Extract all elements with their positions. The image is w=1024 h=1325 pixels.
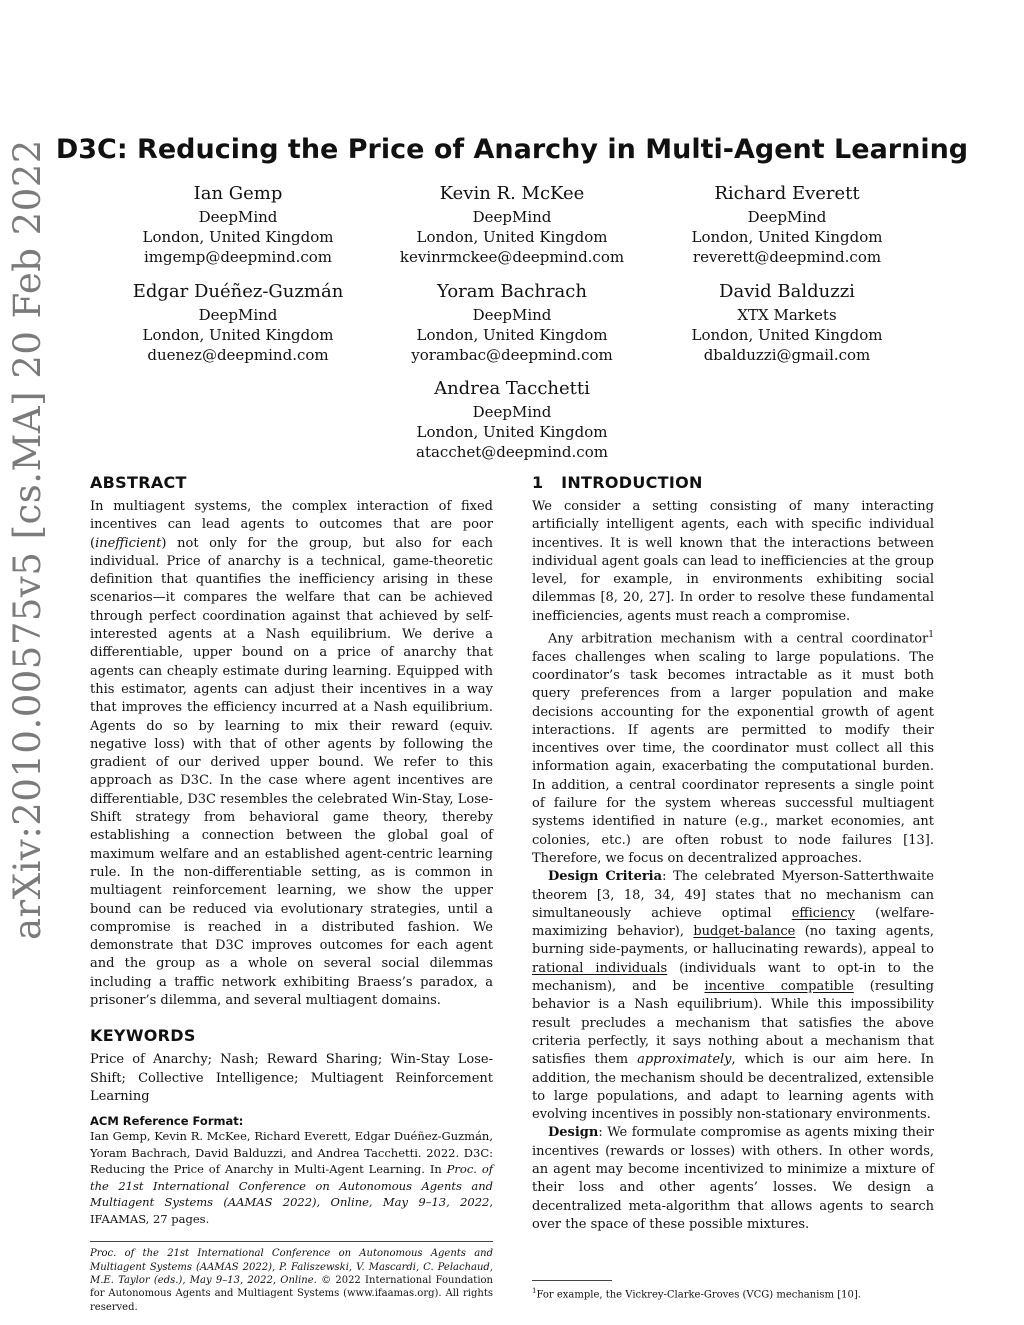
intro-text-part: faces challenges when scaling to large populations. The coordinator’s task becomes intractable as it must both query preferences from a larger population and make decisions accounting for the exponential growth of agent interactions. If agents are permitted to modify their incentives over time, the coordinator must collect all this information again, exacerbating the computational burden. In addition, a central coordinator represents a single point of failure for the system whereas successful multiagent systems identified in nature (e.g., market economies, ant colonies, etc.) are often robust to node failures [13]. Therefore, we focus on decentralized approaches.: [532, 649, 934, 866]
proc-note-divider: [90, 1241, 493, 1242]
intro-text-part: (individuals want to opt-in to the mechanism), and be: [532, 960, 934, 995]
abstract-heading: ABSTRACT: [90, 473, 187, 492]
term-efficiency: efficiency: [791, 905, 855, 921]
introduction-heading: [532, 473, 934, 492]
author-name: Yoram Bachrach: [437, 281, 587, 302]
footnote-marker: 1: [928, 630, 934, 641]
proc-note: [90, 1247, 493, 1314]
author-block: [362, 376, 662, 462]
section-title: INTRODUCTION: [561, 473, 703, 492]
author-block: [362, 181, 662, 267]
term-rational-individuals: rational individuals: [532, 960, 668, 976]
author-block: [362, 279, 662, 365]
intro-text-part: : The celebrated Myerson-Satterthwaite theorem [3, 18, 34, 49] states that no mechanism can simultaneously achieve optimal: [532, 869, 934, 921]
author-affiliation: DeepMind: [472, 306, 552, 324]
term-budget-balance: budget-balance: [693, 924, 796, 940]
footnote-mark: 1: [532, 1287, 537, 1296]
proc-note-copyright: © 2022 International Foundation for Autonomous Agents and Multiagent Systems (www.ifaamas.org). All rights reserved.: [90, 1275, 493, 1313]
acm-text-part: Ian Gemp, Kevin R. McKee, Richard Everett, Edgar Duéñez-Guzmán, Yoram Bachrach, David Balduzzi, and Andrea Tacchetti. 2022. D3C: Reducing the Price of Anarchy in Multi-Agent Learning. In: [90, 1129, 493, 1177]
arxiv-identifier: arXiv:2010.00575v5 [cs.MA] 20 Feb 2022: [6, 139, 49, 940]
author-location: London, United Kingdom: [416, 423, 608, 441]
abstract-text-part: In multiagent systems, the complex interaction of fixed incentives can lead agents to outcomes that are poor (: [90, 499, 493, 551]
author-email: dbalduzzi@gmail.com: [703, 346, 871, 364]
footnote: [532, 1285, 934, 1302]
section-number: 1: [532, 473, 544, 492]
acm-text-part: , IFAAMAS, 27 pages.: [90, 1195, 493, 1226]
design-criteria-lead: Design Criteria: [548, 869, 663, 885]
proc-note-venue: Proc. of the 21st International Conference on Autonomous Agents and Multiagent Systems (AAMAS 2022), P. Faliszewski, V. Mascardi, C. Pelachaud, M.E. Taylor (eds.), May 9–13, 2022, Online.: [90, 1248, 493, 1287]
footnote-text: For example, the Vickrey-Clarke-Groves (VCG) mechanism [10].: [536, 1289, 861, 1301]
right-column: [532, 473, 934, 1302]
author-affiliation: DeepMind: [472, 208, 552, 226]
acm-reference-text: [90, 1128, 493, 1227]
author-block: [88, 181, 388, 267]
intro-text-part: (no taxing agents, burning side-payments, or hallucinating rewards), appeal to: [532, 924, 935, 958]
author-name: Kevin R. McKee: [439, 183, 585, 204]
author-name: David Balduzzi: [719, 281, 855, 302]
author-email: kevinrmckee@deepmind.com: [399, 248, 625, 266]
author-block: [637, 181, 937, 267]
footnote-divider: [532, 1280, 612, 1281]
author-name: Edgar Duéñez-Guzmán: [132, 281, 344, 302]
acm-reference-heading: ACM Reference Format:: [90, 1114, 244, 1129]
author-affiliation: DeepMind: [472, 403, 552, 421]
author-location: London, United Kingdom: [691, 326, 883, 344]
author-email: duenez@deepmind.com: [147, 346, 329, 364]
keywords-heading: KEYWORDS: [90, 1026, 196, 1046]
author-name: Andrea Tacchetti: [434, 378, 590, 399]
acm-venue: Proc. of the 21st International Conference on Autonomous Agents and Multiagent Systems (AAMAS 2022), Online, May 9–13, 2022: [90, 1162, 494, 1210]
author-name: Ian Gemp: [193, 183, 283, 204]
intro-text-part: Any arbitration mechanism with a central coordinator: [548, 631, 929, 647]
abstract-text-part: ) not only for the group, but also for each individual. Price of anarchy is a technical, game-theoretic definition that quantifies the inefficiency arising in these scenarios—it compares the welfare that can be achieved through perfect coordination against that achieved by self-interested agents at a Nash equilibrium. We derive a differentiable, upper bound on a price of anarchy that agents can cheaply estimate during learning. Equipped with this estimator, agents can adjust their incentives in a way that improves the efficiency incurred at a Nash equilibrium. Agents do so by learning to mix their reward (equiv. negative loss) with that of other agents by following the gradient of our derived upper bound. We refer to this approach as D3C. In the case where agent incentives are differentiable, D3C resembles the celebrated Win-Stay, Lose-Shift strategy from behavioral game theory, thereby establishing a connection between the global goal of maximum welfare and an established agent-centric learning rule. In the non-differentiable setting, as is common in multiagent reinforcement learning, we show the upper bound can be reduced via evolutionary strategies, until a compromise is reached in a distributed fashion. We demonstrate that D3C improves outcomes for each agent and the group as a whole on several social dilemmas including a traffic network exhibiting Braess’s paradox, a prisoner’s dilemma, and several multiagent domains.: [90, 535, 493, 1009]
keywords-text: Price of Anarchy; Nash; Reward Sharing; Win-Stay Lose-Shift; Collective Intelligence; Multiagent Reinforcement Learning: [90, 1052, 493, 1104]
intro-text-part: : We formulate compromise as agents mixing their incentives (rewards or losses) with others. In other words, an agent may become incentivized to minimize a mixture of their loss and other agents’ losses. We design a decentralized meta-algorithm that allows agents to search over the space of these possible mixtures.: [532, 1125, 934, 1232]
author-affiliation: DeepMind: [747, 208, 827, 226]
term-approximately: approximately: [637, 1052, 732, 1068]
intro-paragraph-2: [532, 626, 934, 868]
term-incentive-compatible: incentive compatible: [704, 979, 854, 995]
paper-title: D3C: Reducing the Price of Anarchy in Multi-Agent Learning: [55, 134, 969, 165]
intro-paragraph-4: [532, 1124, 934, 1234]
author-email: atacchet@deepmind.com: [416, 443, 608, 461]
intro-text-part: (welfare-maximizing behavior),: [532, 905, 934, 940]
author-affiliation: XTX Markets: [737, 306, 837, 324]
abstract-emphasis: inefficient: [95, 535, 162, 551]
author-location: London, United Kingdom: [691, 228, 883, 246]
author-name: Richard Everett: [714, 183, 860, 204]
intro-text-part: (resulting behavior is a Nash equilibrium). While this impossibility result precludes a mechanism that satisfies the above criteria perfectly, it says nothing about a mechanism that satisfies them: [532, 979, 935, 1068]
intro-text-part: , which is our aim here. In addition, the mechanism should be decentralized, extensible to large populations, and adapt to learning agents with evolving incentives in possibly non-stationary environments.: [532, 1052, 934, 1123]
design-lead: Design: [548, 1125, 599, 1141]
intro-paragraph-1: We consider a setting consisting of many interacting artificially intelligent agents, each with specific individual incentives. It is well known that the interactions between individual agent goals can lead to inefficiencies at the group level, for example, in environments exhibiting social dilemmas [8, 20, 27]. In order to resolve these fundamental inefficiencies, agents must reach a compromise.: [532, 499, 934, 624]
author-email: reverett@deepmind.com: [692, 248, 882, 266]
author-affiliation: DeepMind: [198, 306, 278, 324]
author-affiliation: DeepMind: [198, 208, 278, 226]
author-block: [88, 279, 388, 365]
left-column: [90, 473, 493, 1314]
intro-paragraph-3: [532, 868, 934, 1124]
author-location: London, United Kingdom: [416, 228, 608, 246]
author-block: [637, 279, 937, 365]
abstract-text: [90, 498, 493, 1010]
author-location: London, United Kingdom: [142, 326, 334, 344]
author-location: London, United Kingdom: [416, 326, 608, 344]
author-email: yorambac@deepmind.com: [411, 346, 613, 364]
author-email: imgemp@deepmind.com: [144, 248, 332, 266]
author-location: London, United Kingdom: [142, 228, 334, 246]
